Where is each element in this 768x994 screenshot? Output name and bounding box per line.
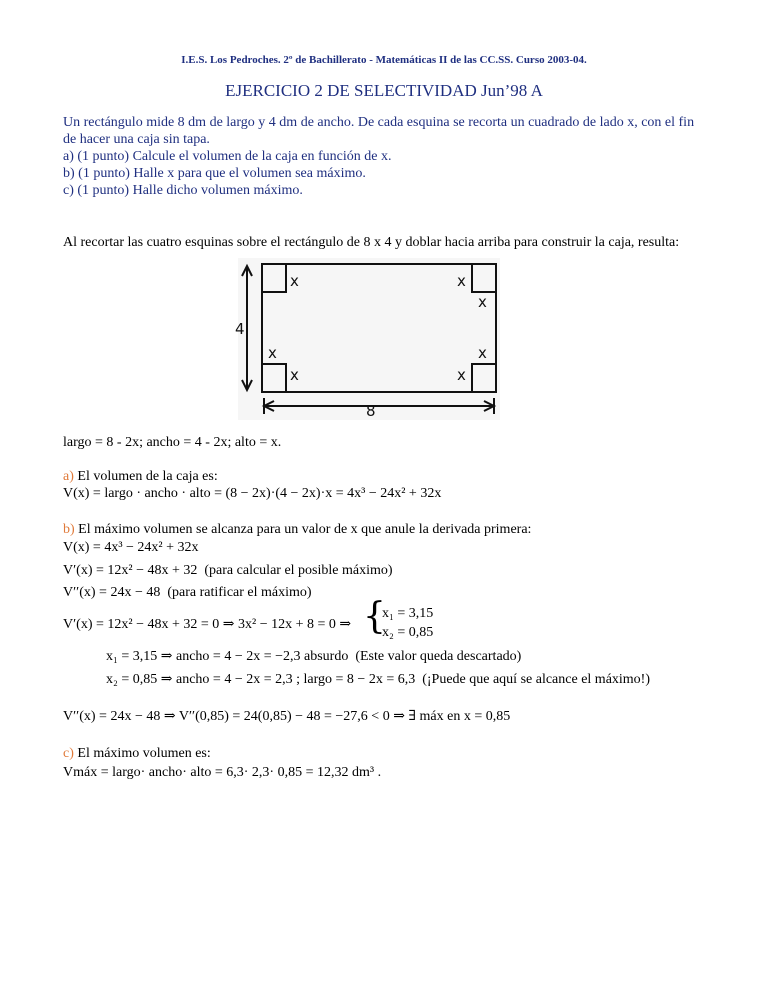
rectangle-diagram xyxy=(235,258,500,420)
max-volume-formula: Vmáx = largo· ancho· alto = 6,3· 2,3· 0,85 = 12,32 dm³ . xyxy=(63,765,382,780)
root-2: x₂ = 0,85 xyxy=(382,625,434,640)
statement-part-b: b) (1 punto) Halle x para que el volumen sea máximo. xyxy=(63,166,366,181)
corner-x-label: x xyxy=(478,344,487,362)
statement-part-a: a) (1 punto) Calcule el volumen de la caja en función de x. xyxy=(63,149,392,164)
box-cut-figure xyxy=(235,258,500,420)
corner-x-label: x xyxy=(268,344,277,362)
second-derivative: V′′(x) = 24x − 48 (para ratificar el máximo) xyxy=(63,585,312,600)
corner-x-label: x xyxy=(290,366,299,384)
second-derivative-test: V′′(x) = 24x − 48 ⇒ V′′(0,85) = 24(0,85) − 48 = −27,6 < 0 ⇒ ∃ máx en x = 0,85 xyxy=(63,709,511,724)
root-2-check: x₂ = 0,85 ⇒ ancho = 4 − 2x = 2,3 ; largo = 8 − 2x = 6,3 (¡Puede que aquí se alcance el máximo!) xyxy=(106,672,651,687)
volume-function: V(x) = 4x³ − 24x² + 32x xyxy=(63,540,199,555)
part-b-heading: b) El máximo volumen se alcanza para un valor de x que anule la derivada primera: xyxy=(63,522,532,537)
left-brace: { xyxy=(363,596,386,637)
first-derivative: V′(x) = 12x² − 48x + 32 (para calcular el posible máximo) xyxy=(63,563,393,578)
width-label: 8 xyxy=(366,402,376,420)
part-c-label: c) xyxy=(63,746,74,761)
corner-square-bottom-right xyxy=(472,364,496,392)
root-1-check: x₁ = 3,15 ⇒ ancho = 4 − 2x = −2,3 absurdo (Este valor queda descartado) xyxy=(106,649,522,664)
corner-square-bottom-left xyxy=(262,364,286,392)
intro-text: Al recortar las cuatro esquinas sobre el rectángulo de 8 x 4 y doblar hacia arriba para construir la caja, resulta: xyxy=(63,235,680,250)
statement-line-2: de hacer una caja sin tapa. xyxy=(63,132,210,147)
corner-x-label: x xyxy=(457,366,466,384)
exercise-title: EJERCICIO 2 DE SELECTIVIDAD Jun’98 A xyxy=(225,81,543,100)
derivative-equation: V′(x) = 12x² − 48x + 32 = 0 ⇒ 3x² − 12x + 8 = 0 ⇒ xyxy=(63,617,352,632)
corner-square-top-right xyxy=(472,264,496,292)
statement-line-1: Un rectángulo mide 8 dm de largo y 4 dm de ancho. De cada esquina se recorta un cuadrado de lado x, con el fin xyxy=(63,115,695,130)
corner-x-label: x xyxy=(478,293,487,311)
height-label: 4 xyxy=(235,320,245,338)
corner-square-top-left xyxy=(262,264,286,292)
root-1: x₁ = 3,15 xyxy=(382,606,434,621)
corner-x-label: x xyxy=(457,272,466,290)
part-b-label: b) xyxy=(63,522,75,537)
volume-formula: V(x) = largo · ancho · alto = (8 − 2x)·(4 − 2x)·x = 4x³ − 24x² + 32x xyxy=(63,486,442,501)
dimensions-text: largo = 8 - 2x; ancho = 4 - 2x; alto = x. xyxy=(63,435,282,450)
statement-part-c: c) (1 punto) Halle dicho volumen máximo. xyxy=(63,183,303,198)
part-a-heading: a) El volumen de la caja es: xyxy=(63,469,218,484)
corner-x-label: x xyxy=(290,272,299,290)
page-header: I.E.S. Los Pedroches. 2º de Bachillerato - Matemáticas II de las CC.SS. Curso 2003-04. xyxy=(181,54,587,66)
part-a-label: a) xyxy=(63,469,74,484)
part-c-heading: c) El máximo volumen es: xyxy=(63,746,211,761)
